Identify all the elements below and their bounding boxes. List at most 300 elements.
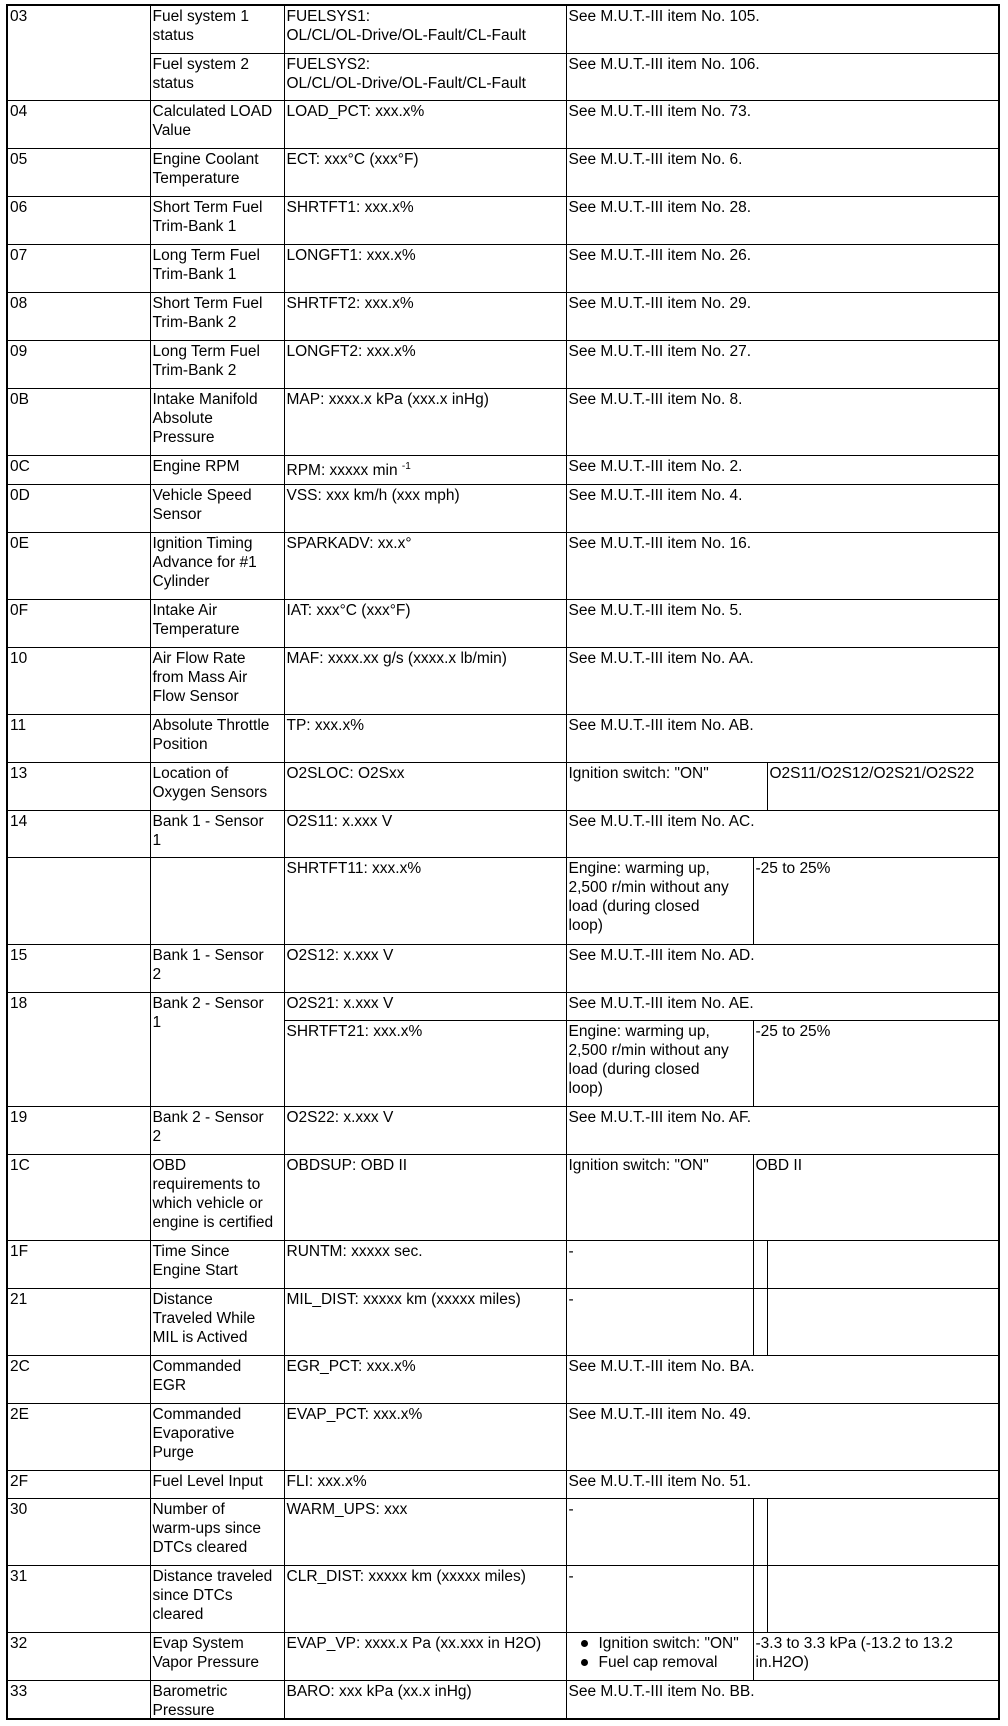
data-cell bbox=[284, 1020, 566, 1106]
item-cell bbox=[150, 857, 284, 944]
item-cell bbox=[150, 1403, 284, 1470]
condition-text: Ignition switch: "ON" bbox=[568, 1156, 709, 1174]
item-cell bbox=[150, 6, 284, 53]
reference-cell bbox=[566, 292, 998, 340]
reference-text: See M.U.T.-III item No. 27. bbox=[568, 342, 752, 360]
data-text: LOAD_PCT: xxx.x% bbox=[286, 102, 425, 120]
data-cell bbox=[284, 1565, 566, 1632]
data-text: FLI: xxx.x% bbox=[286, 1472, 367, 1490]
table-row bbox=[8, 53, 998, 100]
table-row bbox=[8, 196, 998, 244]
table-row bbox=[8, 1632, 998, 1680]
condition-list bbox=[569, 1634, 751, 1672]
item-text: OBD requirements to which vehicle or engine is certified bbox=[152, 1156, 274, 1231]
item-cell bbox=[150, 292, 284, 340]
reference-cell bbox=[566, 1106, 998, 1154]
item-cell bbox=[150, 196, 284, 244]
spec-cell bbox=[753, 1632, 998, 1680]
data-text: O2S12: x.xxx V bbox=[286, 946, 394, 964]
item-text: Fuel Level Input bbox=[152, 1472, 263, 1490]
pid-text: 0B bbox=[10, 390, 29, 408]
reference-text: See M.U.T.-III item No. AA. bbox=[568, 649, 754, 667]
table-row bbox=[8, 762, 998, 810]
table-row bbox=[8, 532, 998, 599]
table-row bbox=[8, 244, 998, 292]
reference-text: See M.U.T.-III item No. 49. bbox=[568, 1405, 752, 1423]
reference-text: See M.U.T.-III item No. AB. bbox=[568, 716, 754, 734]
spec-text: OBD II bbox=[755, 1156, 803, 1174]
table-row bbox=[8, 599, 998, 647]
reference-cell bbox=[566, 714, 998, 762]
condition-cell bbox=[566, 1020, 753, 1106]
table-row bbox=[8, 1288, 998, 1355]
item-cell bbox=[150, 53, 284, 100]
table-row bbox=[8, 1154, 998, 1240]
table-row bbox=[8, 1470, 998, 1498]
pid-text: 33 bbox=[10, 1682, 28, 1700]
pid-text: 14 bbox=[10, 812, 28, 830]
reference-text: See M.U.T.-III item No. BA. bbox=[568, 1357, 755, 1375]
item-text: Vehicle Speed Sensor bbox=[152, 486, 252, 523]
table-row bbox=[8, 292, 998, 340]
data-text: RPM: xxxxx min bbox=[286, 461, 398, 479]
data-text: SHRTFT11: xxx.x% bbox=[286, 859, 422, 877]
data-cell bbox=[284, 992, 566, 1020]
pid-cell bbox=[8, 6, 150, 100]
data-cell bbox=[284, 599, 566, 647]
item-cell bbox=[150, 148, 284, 196]
reference-cell bbox=[566, 532, 998, 599]
pid-text: 0D bbox=[10, 486, 30, 504]
item-cell bbox=[150, 1355, 284, 1403]
data-text: LONGFT2: xxx.x% bbox=[286, 342, 416, 360]
item-cell bbox=[150, 1240, 284, 1288]
pid-text: 1F bbox=[10, 1242, 29, 1260]
pid-cell bbox=[8, 599, 150, 647]
pid-text: 08 bbox=[10, 294, 28, 312]
pid-text: 0E bbox=[10, 534, 29, 552]
reference-cell bbox=[566, 599, 998, 647]
item-cell bbox=[150, 810, 284, 857]
data-text: EVAP_VP: xxxx.x Pa (xx.xxx in H2O) bbox=[286, 1634, 542, 1652]
condition-cell bbox=[566, 1154, 753, 1240]
spec-cell bbox=[767, 1288, 998, 1355]
reference-cell bbox=[566, 944, 998, 992]
pid-text: 03 bbox=[10, 8, 28, 25]
item-cell bbox=[150, 762, 284, 810]
data-cell bbox=[284, 455, 566, 484]
item-text: Calculated LOAD Value bbox=[152, 102, 273, 139]
pid-text: 06 bbox=[10, 198, 28, 216]
data-text: MIL_DIST: xxxxx km (xxxxx miles) bbox=[286, 1290, 521, 1308]
condition-cell bbox=[566, 1565, 753, 1632]
item-cell bbox=[150, 1154, 284, 1240]
reference-text: See M.U.T.-III item No. 16. bbox=[568, 534, 752, 552]
pid-text: 21 bbox=[10, 1290, 28, 1308]
item-text: Number of warm-ups since DTCs cleared bbox=[152, 1500, 262, 1556]
pid-text: 09 bbox=[10, 342, 28, 360]
pid-cell bbox=[8, 857, 150, 944]
item-cell bbox=[150, 100, 284, 148]
data-cell bbox=[284, 100, 566, 148]
table-row bbox=[8, 455, 998, 484]
item-text: Bank 1 - Sensor 2 bbox=[152, 946, 264, 983]
data-text: SHRTFT21: xxx.x% bbox=[286, 1022, 423, 1040]
reference-cell bbox=[566, 647, 998, 714]
table-row bbox=[8, 1403, 998, 1470]
pid-cell bbox=[8, 484, 150, 532]
item-cell bbox=[150, 647, 284, 714]
pid-cell bbox=[8, 292, 150, 340]
pid-text: 0C bbox=[10, 457, 30, 475]
data-cell bbox=[284, 762, 566, 810]
data-text: O2S11: x.xxx V bbox=[286, 812, 393, 830]
table-row bbox=[8, 484, 998, 532]
data-text: EGR_PCT: xxx.x% bbox=[286, 1357, 416, 1375]
reference-cell bbox=[566, 1470, 998, 1498]
reference-text: See M.U.T.-III item No. 8. bbox=[568, 390, 743, 408]
table-row bbox=[8, 647, 998, 714]
reference-text: See M.U.T.-III item No. 51. bbox=[568, 1472, 752, 1490]
data-text: ECT: xxx°C (xxx°F) bbox=[286, 150, 419, 168]
pid-cell bbox=[8, 1288, 150, 1355]
pid-cell bbox=[8, 944, 150, 992]
reference-cell bbox=[566, 196, 998, 244]
item-text: Commanded EGR bbox=[152, 1357, 242, 1394]
data-text: RUNTM: xxxxx sec. bbox=[286, 1242, 423, 1260]
reference-text: See M.U.T.-III item No. 29. bbox=[568, 294, 752, 312]
reference-cell bbox=[566, 810, 998, 857]
item-cell bbox=[150, 1288, 284, 1355]
data-text: MAF: xxxx.xx g/s (xxxx.x lb/min) bbox=[286, 649, 507, 667]
item-cell bbox=[150, 1680, 284, 1720]
item-text: Engine RPM bbox=[152, 457, 240, 475]
reference-cell bbox=[566, 455, 998, 484]
reference-cell bbox=[566, 992, 998, 1020]
data-text: SPARKADV: xx.x° bbox=[286, 534, 412, 552]
pid-cell bbox=[8, 1106, 150, 1154]
blank-cell bbox=[753, 1498, 767, 1565]
data-cell bbox=[284, 1632, 566, 1680]
reference-text: See M.U.T.-III item No. 26. bbox=[568, 246, 752, 264]
reference-cell bbox=[566, 53, 998, 100]
reference-cell bbox=[566, 148, 998, 196]
data-cell bbox=[284, 1403, 566, 1470]
condition-cell bbox=[566, 1240, 753, 1288]
spec-cell bbox=[753, 1154, 998, 1240]
table-row bbox=[8, 1498, 998, 1565]
data-cell bbox=[284, 388, 566, 455]
spec-cell bbox=[753, 857, 998, 944]
condition-cell bbox=[566, 1498, 753, 1565]
pid-cell bbox=[8, 340, 150, 388]
item-text: Bank 2 - Sensor 2 bbox=[152, 1108, 264, 1145]
reference-cell bbox=[566, 244, 998, 292]
table-row bbox=[8, 1240, 998, 1288]
item-cell bbox=[150, 484, 284, 532]
pid-text: 30 bbox=[10, 1500, 28, 1518]
item-cell bbox=[150, 944, 284, 992]
data-text: MAP: xxxx.x kPa (xxx.x inHg) bbox=[286, 390, 489, 408]
item-text: Fuel system 2 status bbox=[152, 55, 249, 92]
reference-text: See M.U.T.-III item No. AF. bbox=[568, 1108, 752, 1126]
item-text: Evap System Vapor Pressure bbox=[152, 1634, 260, 1671]
data-cell bbox=[284, 944, 566, 992]
item-cell bbox=[150, 532, 284, 599]
item-text: Ignition Timing Advance for #1 Cylinder bbox=[152, 534, 257, 590]
table-row bbox=[8, 810, 998, 857]
spec-cell bbox=[753, 1020, 998, 1106]
data-cell bbox=[284, 148, 566, 196]
table-row bbox=[8, 1565, 998, 1632]
data-text: EVAP_PCT: xxx.x% bbox=[286, 1405, 423, 1423]
reference-cell bbox=[566, 1680, 998, 1720]
pid-cell bbox=[8, 810, 150, 857]
item-text: Short Term Fuel Trim-Bank 1 bbox=[152, 198, 263, 235]
pid-cell bbox=[8, 1470, 150, 1498]
item-cell bbox=[150, 714, 284, 762]
reference-cell bbox=[566, 1403, 998, 1470]
item-cell bbox=[150, 1470, 284, 1498]
data-cell bbox=[284, 196, 566, 244]
pid-text: 1C bbox=[10, 1156, 30, 1174]
item-cell bbox=[150, 1498, 284, 1565]
reference-text: See M.U.T.-III item No. 105. bbox=[568, 8, 760, 25]
data-cell bbox=[284, 1154, 566, 1240]
item-text: Long Term Fuel Trim-Bank 1 bbox=[152, 246, 260, 283]
data-cell bbox=[284, 1240, 566, 1288]
reference-cell bbox=[566, 388, 998, 455]
pid-cell bbox=[8, 1154, 150, 1240]
condition-text: - bbox=[568, 1290, 574, 1308]
pid-text: 07 bbox=[10, 246, 28, 264]
item-text: Air Flow Rate from Mass Air Flow Sensor bbox=[152, 649, 248, 705]
item-text: Short Term Fuel Trim-Bank 2 bbox=[152, 294, 263, 331]
spec-cell bbox=[767, 1565, 998, 1632]
table-row bbox=[8, 992, 998, 1020]
data-cell bbox=[284, 1680, 566, 1720]
data-text: O2SLOC: O2Sxx bbox=[286, 764, 405, 782]
item-text: Engine Coolant Temperature bbox=[152, 150, 259, 187]
pid-cell bbox=[8, 1565, 150, 1632]
spec-text: -25 to 25% bbox=[755, 859, 831, 877]
pid-cell bbox=[8, 532, 150, 599]
pid-cell bbox=[8, 1403, 150, 1470]
data-text: O2S22: x.xxx V bbox=[286, 1108, 394, 1126]
pid-text: 10 bbox=[10, 649, 28, 667]
item-text: Fuel system 1 status bbox=[152, 8, 249, 44]
pid-text: 13 bbox=[10, 764, 28, 782]
item-text: Absolute Throttle Position bbox=[152, 716, 270, 753]
reference-cell bbox=[566, 340, 998, 388]
item-text: Intake Air Temperature bbox=[152, 601, 240, 638]
pid-text: 2F bbox=[10, 1472, 29, 1490]
data-cell bbox=[284, 810, 566, 857]
item-cell bbox=[150, 599, 284, 647]
condition-text: Ignition switch: "ON" bbox=[568, 764, 709, 782]
spec-cell bbox=[767, 1498, 998, 1565]
data-cell bbox=[284, 1288, 566, 1355]
pid-cell bbox=[8, 762, 150, 810]
table-row bbox=[8, 340, 998, 388]
spec-text: -25 to 25% bbox=[755, 1022, 831, 1040]
data-text: FUELSYS1: OL/CL/OL-Drive/OL-Fault/CL-Fault bbox=[286, 8, 526, 44]
item-text: Distance Traveled While MIL is Actived bbox=[152, 1290, 256, 1346]
condition-text: - bbox=[568, 1500, 574, 1518]
reference-cell bbox=[566, 100, 998, 148]
obd-data-list-sheet bbox=[6, 4, 1000, 1720]
reference-cell bbox=[566, 6, 998, 53]
condition-bullet: Fuel cap removal bbox=[569, 1653, 751, 1672]
item-text: Bank 2 - Sensor 1 bbox=[152, 994, 264, 1031]
item-text: Long Term Fuel Trim-Bank 2 bbox=[152, 342, 260, 379]
table-row bbox=[8, 148, 998, 196]
data-cell bbox=[284, 647, 566, 714]
pid-text: 32 bbox=[10, 1634, 28, 1652]
blank-cell bbox=[753, 1565, 767, 1632]
pid-cell bbox=[8, 148, 150, 196]
reference-text: See M.U.T.-III item No. AD. bbox=[568, 946, 755, 964]
reference-text: See M.U.T.-III item No. 4. bbox=[568, 486, 743, 504]
data-cell bbox=[284, 1498, 566, 1565]
item-cell bbox=[150, 340, 284, 388]
data-cell bbox=[284, 53, 566, 100]
pid-text: 0F bbox=[10, 601, 29, 619]
data-text: O2S21: x.xxx V bbox=[286, 994, 394, 1012]
item-cell bbox=[150, 1565, 284, 1632]
table-row bbox=[8, 1355, 998, 1403]
reference-text: See M.U.T.-III item No. 2. bbox=[568, 457, 743, 475]
data-text: CLR_DIST: xxxxx km (xxxxx miles) bbox=[286, 1567, 526, 1585]
pid-text: 19 bbox=[10, 1108, 28, 1126]
data-cell bbox=[284, 484, 566, 532]
pid-cell bbox=[8, 1680, 150, 1720]
item-cell bbox=[150, 388, 284, 455]
pid-text: 2E bbox=[10, 1405, 29, 1423]
data-cell bbox=[284, 244, 566, 292]
item-text: Barometric Pressure bbox=[152, 1682, 228, 1719]
table-row bbox=[8, 1106, 998, 1154]
condition-text: - bbox=[568, 1242, 574, 1260]
data-cell bbox=[284, 714, 566, 762]
pid-cell bbox=[8, 992, 150, 1106]
item-cell bbox=[150, 1106, 284, 1154]
spec-text: -3.3 to 3.3 kPa (-13.2 to 13.2 in.H2O) bbox=[755, 1634, 953, 1671]
data-text: LONGFT1: xxx.x% bbox=[286, 246, 416, 264]
reference-text: See M.U.T.-III item No. 5. bbox=[568, 601, 743, 619]
spec-cell bbox=[767, 762, 998, 810]
reference-text: See M.U.T.-III item No. 6. bbox=[568, 150, 743, 168]
reference-cell bbox=[566, 484, 998, 532]
condition-text: Engine: warming up, 2,500 r/min without any load (during closed loop) bbox=[568, 1022, 729, 1097]
data-cell bbox=[284, 1355, 566, 1403]
pid-text: 04 bbox=[10, 102, 28, 120]
data-text: SHRTFT2: xxx.x% bbox=[286, 294, 414, 312]
item-cell bbox=[150, 1632, 284, 1680]
pid-cell bbox=[8, 196, 150, 244]
condition-text: - bbox=[568, 1567, 574, 1585]
data-text: WARM_UPS: xxx bbox=[286, 1500, 408, 1518]
data-text: BARO: xxx kPa (xx.x inHg) bbox=[286, 1682, 472, 1700]
pid-cell bbox=[8, 1240, 150, 1288]
table-row bbox=[8, 714, 998, 762]
item-text: Time Since Engine Start bbox=[152, 1242, 238, 1279]
item-text: Commanded Evaporative Purge bbox=[152, 1405, 242, 1461]
data-cell bbox=[284, 1106, 566, 1154]
data-cell bbox=[284, 6, 566, 53]
table-row bbox=[8, 944, 998, 992]
pid-text: 05 bbox=[10, 150, 28, 168]
spec-text: O2S11/O2S12/O2S21/O2S22 bbox=[769, 764, 975, 782]
pid-cell bbox=[8, 647, 150, 714]
table-row bbox=[8, 857, 998, 944]
pid-cell bbox=[8, 1498, 150, 1565]
obd-data-table bbox=[8, 6, 998, 1720]
pid-text: 15 bbox=[10, 946, 28, 964]
data-cell bbox=[284, 292, 566, 340]
pid-cell bbox=[8, 100, 150, 148]
item-text: Bank 1 - Sensor 1 bbox=[152, 812, 264, 849]
exponent-text: -1 bbox=[401, 460, 411, 472]
item-cell bbox=[150, 455, 284, 484]
pid-text: 31 bbox=[10, 1567, 28, 1585]
pid-text: 2C bbox=[10, 1357, 30, 1375]
condition-cell bbox=[566, 857, 753, 944]
reference-text: See M.U.T.-III item No. BB. bbox=[568, 1682, 755, 1700]
pid-cell bbox=[8, 1632, 150, 1680]
condition-cell bbox=[566, 1632, 753, 1680]
data-text: VSS: xxx km/h (xxx mph) bbox=[286, 486, 460, 504]
reference-cell bbox=[566, 1355, 998, 1403]
blank-cell bbox=[753, 1240, 767, 1288]
data-text: IAT: xxx°C (xxx°F) bbox=[286, 601, 411, 619]
table-row bbox=[8, 388, 998, 455]
data-text: FUELSYS2: OL/CL/OL-Drive/OL-Fault/CL-Fault bbox=[286, 55, 526, 92]
blank-cell bbox=[753, 1288, 767, 1355]
data-cell bbox=[284, 532, 566, 599]
pid-cell bbox=[8, 714, 150, 762]
pid-cell bbox=[8, 1355, 150, 1403]
pid-text: 11 bbox=[10, 716, 27, 734]
data-cell bbox=[284, 340, 566, 388]
spec-cell bbox=[767, 1240, 998, 1288]
pid-cell bbox=[8, 388, 150, 455]
item-cell bbox=[150, 244, 284, 292]
pid-cell bbox=[8, 244, 150, 292]
item-text: Intake Manifold Absolute Pressure bbox=[152, 390, 258, 446]
data-cell bbox=[284, 857, 566, 944]
reference-text: See M.U.T.-III item No. 28. bbox=[568, 198, 752, 216]
reference-text: See M.U.T.-III item No. 106. bbox=[568, 55, 760, 73]
condition-text: Engine: warming up, 2,500 r/min without any load (during closed loop) bbox=[568, 859, 729, 934]
condition-bullet: Ignition switch: "ON" bbox=[569, 1634, 751, 1653]
pid-cell bbox=[8, 455, 150, 484]
item-text: Distance traveled since DTCs cleared bbox=[152, 1567, 273, 1623]
reference-text: See M.U.T.-III item No. 73. bbox=[568, 102, 752, 120]
data-cell bbox=[284, 1470, 566, 1498]
table-row bbox=[8, 100, 998, 148]
data-text: SHRTFT1: xxx.x% bbox=[286, 198, 414, 216]
table-row bbox=[8, 6, 998, 53]
item-cell bbox=[150, 992, 284, 1106]
pid-text: 18 bbox=[10, 994, 28, 1012]
data-text: OBDSUP: OBD II bbox=[286, 1156, 408, 1174]
condition-cell bbox=[566, 1288, 753, 1355]
item-text: Location of Oxygen Sensors bbox=[152, 764, 268, 801]
reference-text: See M.U.T.-III item No. AE. bbox=[568, 994, 754, 1012]
reference-text: See M.U.T.-III item No. AC. bbox=[568, 812, 755, 830]
data-text: TP: xxx.x% bbox=[286, 716, 365, 734]
